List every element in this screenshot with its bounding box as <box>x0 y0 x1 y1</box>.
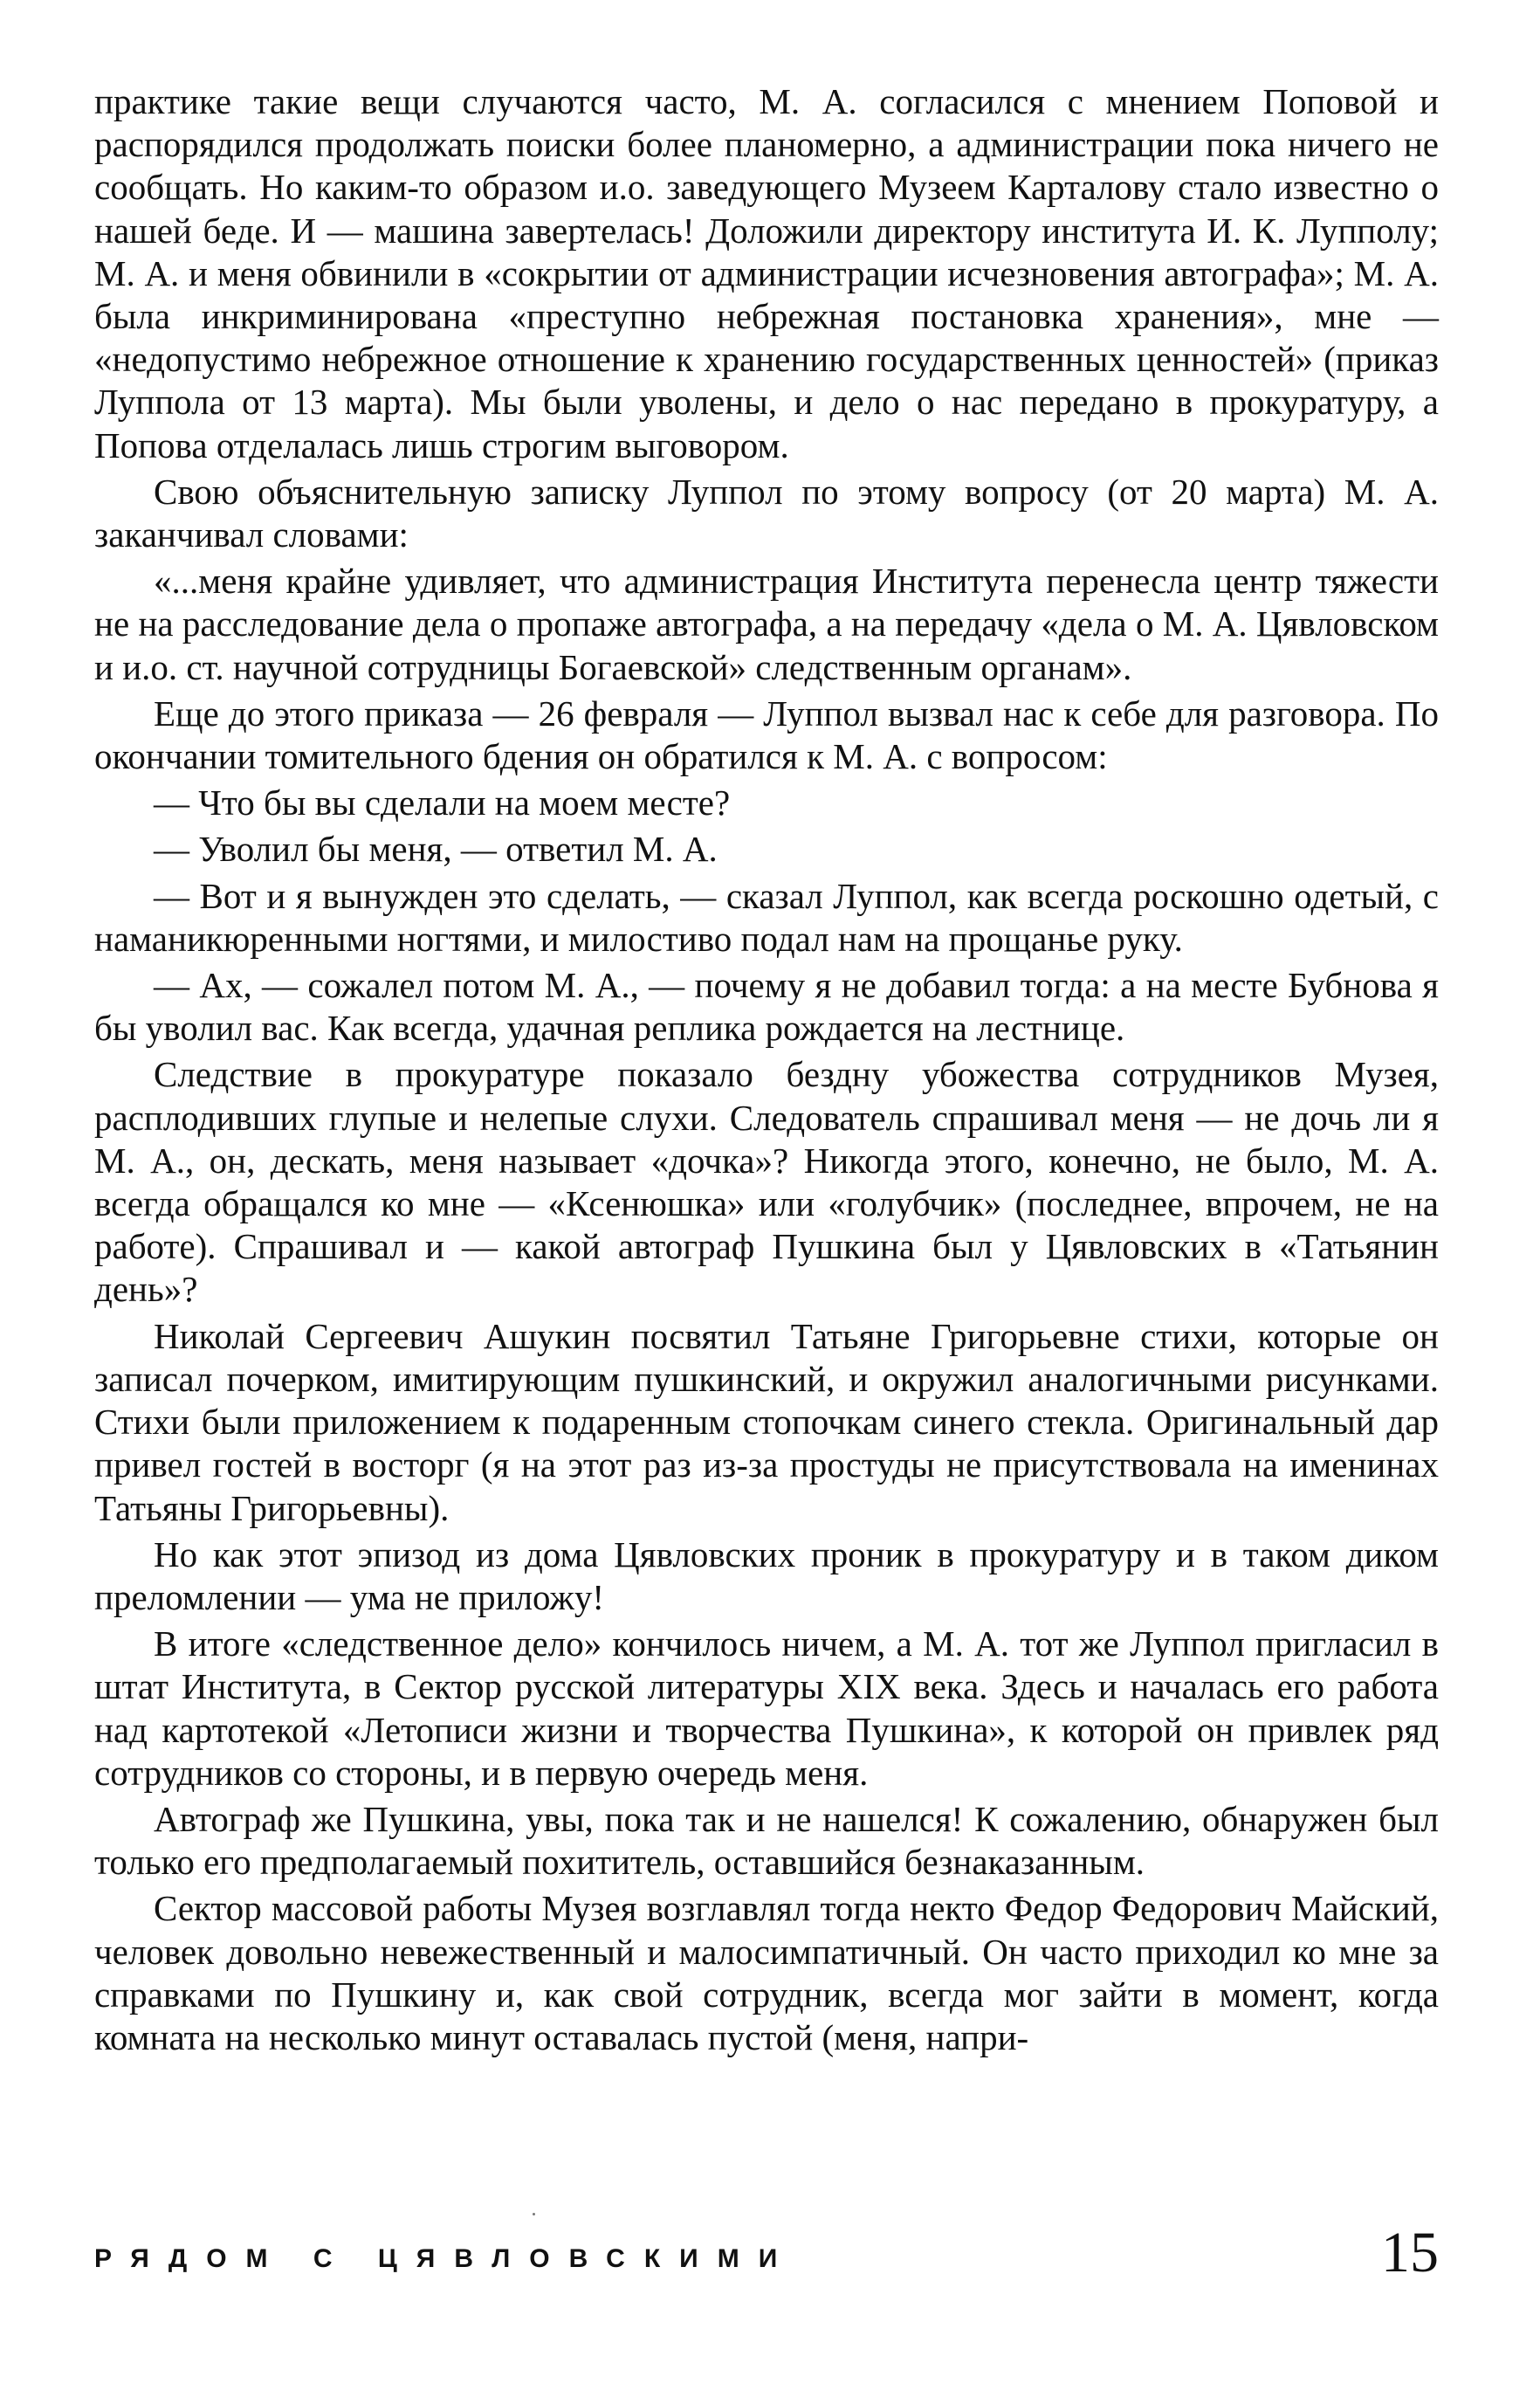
dialogue-line: — Ах, — сожалел потом М. А., — почему я не добавил тогда: а на месте Бубнова я бы уволил вас. Как всегда, удачная реплика рождается на лестнице. <box>94 965 1439 1049</box>
running-title: РЯДОМ С ЦЯВЛОВСКИМИ <box>94 2244 797 2273</box>
paragraph: Николай Сергеевич Ашукин посвятил Татьяне Григорьевне стихи, которые он записал почерком, имитирующим пушкинский, и окружил аналогичными рисунками. Стихи были приложением к подаренным стопочкам синего стекла. Оригинальный дар привел гостей в восторг (я на этот раз из-за простуды не присутствовала на именинах Татьяны Григорьевны). <box>94 1315 1439 1528</box>
quotation-paragraph: «...меня крайне удивляет, что администрация Института перенесла центр тяжести не на расследование дела о пропаже автографа, а на передачу «дела о М. А. Цявловском и и.о. ст. научной сотрудницы Богаевской» следственным органам». <box>94 561 1439 687</box>
paragraph: Следствие в прокуратуре показало бездну убожества сотрудников Музея, расплодивших глупые и нелепые слухи. Следователь спрашивал меня — не дочь ли я М. А., он, дескать, меня называет «дочка»? Никогда этого, конечно, не было, М. А. всегда обращался ко мне — «Ксенюшка» или «голубчик» (последнее, впрочем, не на работе). Спрашивал и — какой автограф Пушкина был у Цявловских в «Татьянин день»? <box>94 1054 1439 1310</box>
page-number: 15 <box>1381 2221 1439 2284</box>
paragraph: Автограф же Пушкина, увы, пока так и не нашелся! К сожалению, обнаружен был только его предполагаемый похититель, оставшийся безнаказанным. <box>94 1798 1439 1883</box>
paragraph: Но как этот эпизод из дома Цявловских проник в прокуратуру и в таком диком преломлении — ума не приложу! <box>94 1533 1439 1617</box>
paragraph: В итоге «следственное дело» кончилось ничем, а М. А. тот же Луппол пригласил в штат Института, в Сектор русской литературы XIX века. Здесь и началась его работа над картотекой «Летописи жизни и творчества Пушкина», к которой он привлек ряд сотрудников со стороны, и в первую очередь меня. <box>94 1623 1439 1793</box>
paragraph: Сектор массовой работы Музея возглавлял тогда некто Федор Федорович Майский, человек довольно невежественный и малосимпатичный. Он часто приходил ко мне за справками по Пушкину и, как свой сотрудник, всегда мог зайти в момент, когда комната на несколько минут оставалась пустой (меня, напри- <box>94 1888 1439 2057</box>
paragraph: Свою объяснительную записку Луппол по этому вопросу (от 20 марта) М. А. заканчивал словами: <box>94 471 1439 555</box>
print-artifact-dot <box>533 2213 535 2215</box>
page-footer <box>94 2218 1439 2288</box>
dialogue-line: — Вот и я вынужден это сделать, — сказал Луппол, как всегда роскошно одетый, с наманикюренными ногтями, и милостиво подал нам на прощанье руку. <box>94 875 1439 959</box>
paragraph: Еще до этого приказа — 26 февраля — Луппол вызвал нас к себе для разговора. По окончании томительного бдения он обратился к М. А. с вопросом: <box>94 692 1439 777</box>
paragraph-continued: практике такие вещи случаются часто, М. А. согласился с мнением Поповой и распорядился продолжать поиски более планомерно, а администрации пока ничего не сообщать. Но каким-то образом и.о. заведующего Музеем Карталову стало известно о нашей беде. И — машина завертелась! Доложили директору института И. К. Лупполу; М. А. и меня обвинили в «сокрытии от администрации исчезновения автографа»; М. А. была инкриминирована «преступно небрежная постановка хранения», мне — «недопустимо небрежное отношение к хранению государственных ценностей» (приказ Луппола от 13 марта). Мы были уволены, и дело о нас передано в прокуратуру, а Попова отделалась лишь строгим выговором. <box>94 81 1439 465</box>
dialogue-line: — Что бы вы сделали на моем месте? <box>154 782 731 823</box>
dialogue-line: — Уволил бы меня, — ответил М. А. <box>154 829 718 870</box>
page-body <box>94 80 1439 2063</box>
